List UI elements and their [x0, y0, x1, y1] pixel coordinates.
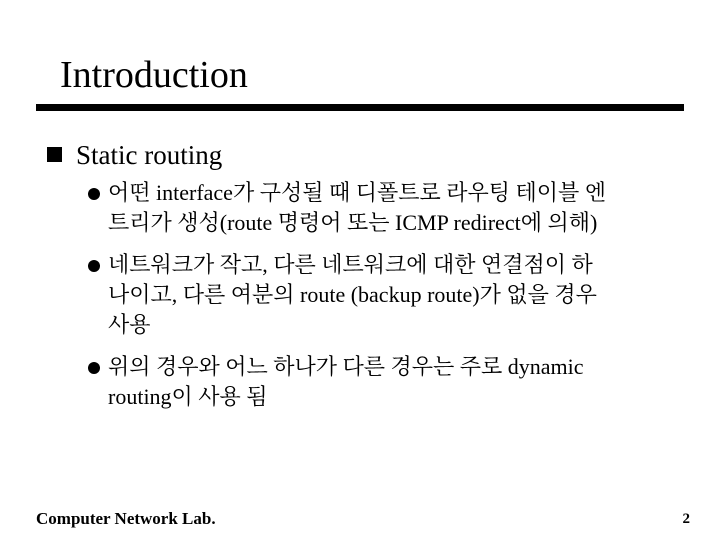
page-number: 2	[682, 511, 690, 527]
sub-bullet-text: 네트워크가 작고, 다른 네트워크에 대한 연결점이 하 나이고, 다른 여분의 route (backup route)가 없을 경우 사용	[108, 252, 597, 337]
sub-bullet-text: 위의 경우와 어느 하나가 다른 경우는 주로 dynamic routing이 사용 됨	[108, 354, 584, 409]
bullet-dot-icon	[88, 188, 100, 200]
bullet-square-icon	[47, 147, 62, 162]
sub-bullet-text: 어떤 interface가 구성될 때 디폴트로 라우팅 테이블 엔 트리가 생성(route 명령어 또는 ICMP redirect에 의해)	[108, 180, 606, 235]
footer-org: Computer Network Lab.	[36, 509, 216, 528]
bullet-static-routing: Static routing	[76, 140, 223, 170]
slide-title: Introduction	[60, 54, 248, 96]
title-rule	[36, 104, 684, 111]
bullet-dot-icon	[88, 260, 100, 272]
bullet-dot-icon	[88, 362, 100, 374]
